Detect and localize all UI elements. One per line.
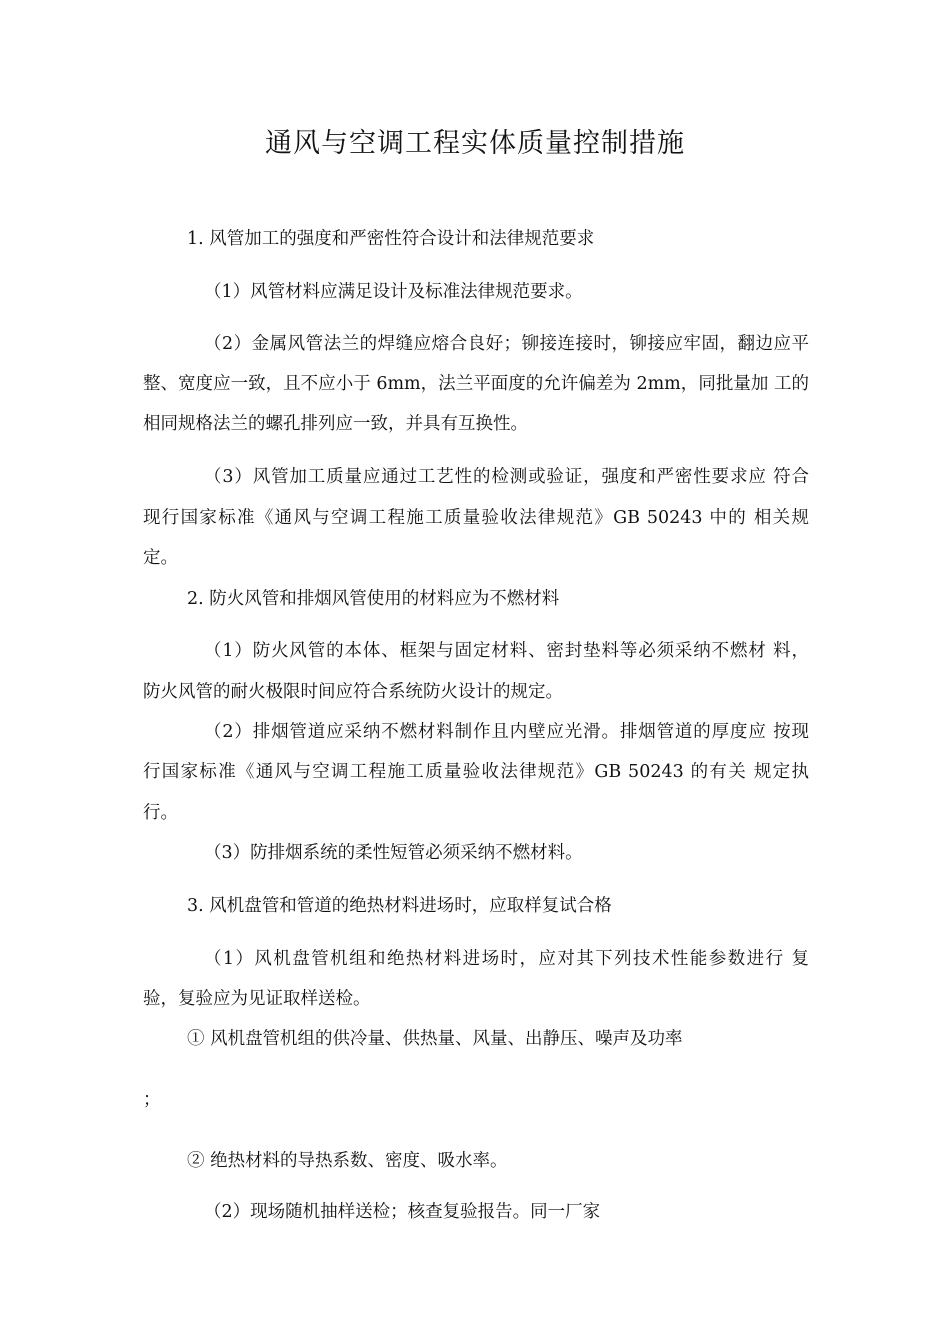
paragraph-line: （1）防火风管的本体、框架与固定材料、密封垫料等必须采纳不燃材 料， [204,641,809,661]
section-heading-2: 2. 防火风管和排烟风管使用的材料应为不燃材料 [187,589,560,609]
paragraph-line: （3）防排烟系统的柔性短管必须采纳不燃材料。 [204,843,583,863]
section-heading-1: 1. 风管加工的强度和严密性符合设计和法律规范要求 [187,229,595,249]
paragraph-line: 防火风管的耐火极限时间应符合系统防火设计的规定。 [143,682,563,702]
paragraph-line: 行。 [143,803,178,823]
list-item: ② 绝热材料的导热系数、密度、吸水率。 [187,1151,508,1171]
document-title: 通风与空调工程实体质量控制措施 [265,128,685,159]
paragraph-line: 验，复验应为见证取样送检。 [143,989,371,1009]
paragraph-line: （2）现场随机抽样送检；核查复验报告。同一厂家 [204,1202,601,1222]
paragraph-line: （2）排烟管道应采纳不燃材料制作且内壁应光滑。排烟管道的厚度应 按现 [204,722,809,742]
list-item: ① 风机盘管机组的供冷量、供热量、风量、出静压、噪声及功率 [187,1029,683,1049]
paragraph-line: 相同规格法兰的螺孔排列应一致，并具有互换性。 [143,414,528,434]
paragraph-line: （1）风机盘管机组和绝热材料进场时，应对其下列技术性能参数进行 复 [204,949,809,969]
paragraph-line: 现行国家标准《通风与空调工程施工质量验收法律规范》GB 50243 中的 相关规 [143,508,809,528]
paragraph-line: （1）风管材料应满足设计及标准法律规范要求。 [204,282,583,302]
paragraph-line: （2）金属风管法兰的焊缝应熔合良好；铆接连接时，铆接应牢固，翻边应平 [204,334,809,354]
paragraph-line: 整、宽度应一致，且不应小于 6mm，法兰平面度的允许偏差为 2mm，同批量加 工的 [143,374,809,394]
paragraph-line: 行国家标准《通风与空调工程施工质量验收法律规范》GB 50243 的有关 规定执 [143,762,809,782]
paragraph-line: （3）风管加工质量应通过工艺性的检测或验证，强度和严密性要求应 符合 [204,467,809,487]
section-heading-3: 3. 风机盘管和管道的绝热材料进场时，应取样复试合格 [187,896,612,916]
paragraph-line: 定。 [143,548,178,568]
paragraph-line: ； [143,1090,161,1110]
